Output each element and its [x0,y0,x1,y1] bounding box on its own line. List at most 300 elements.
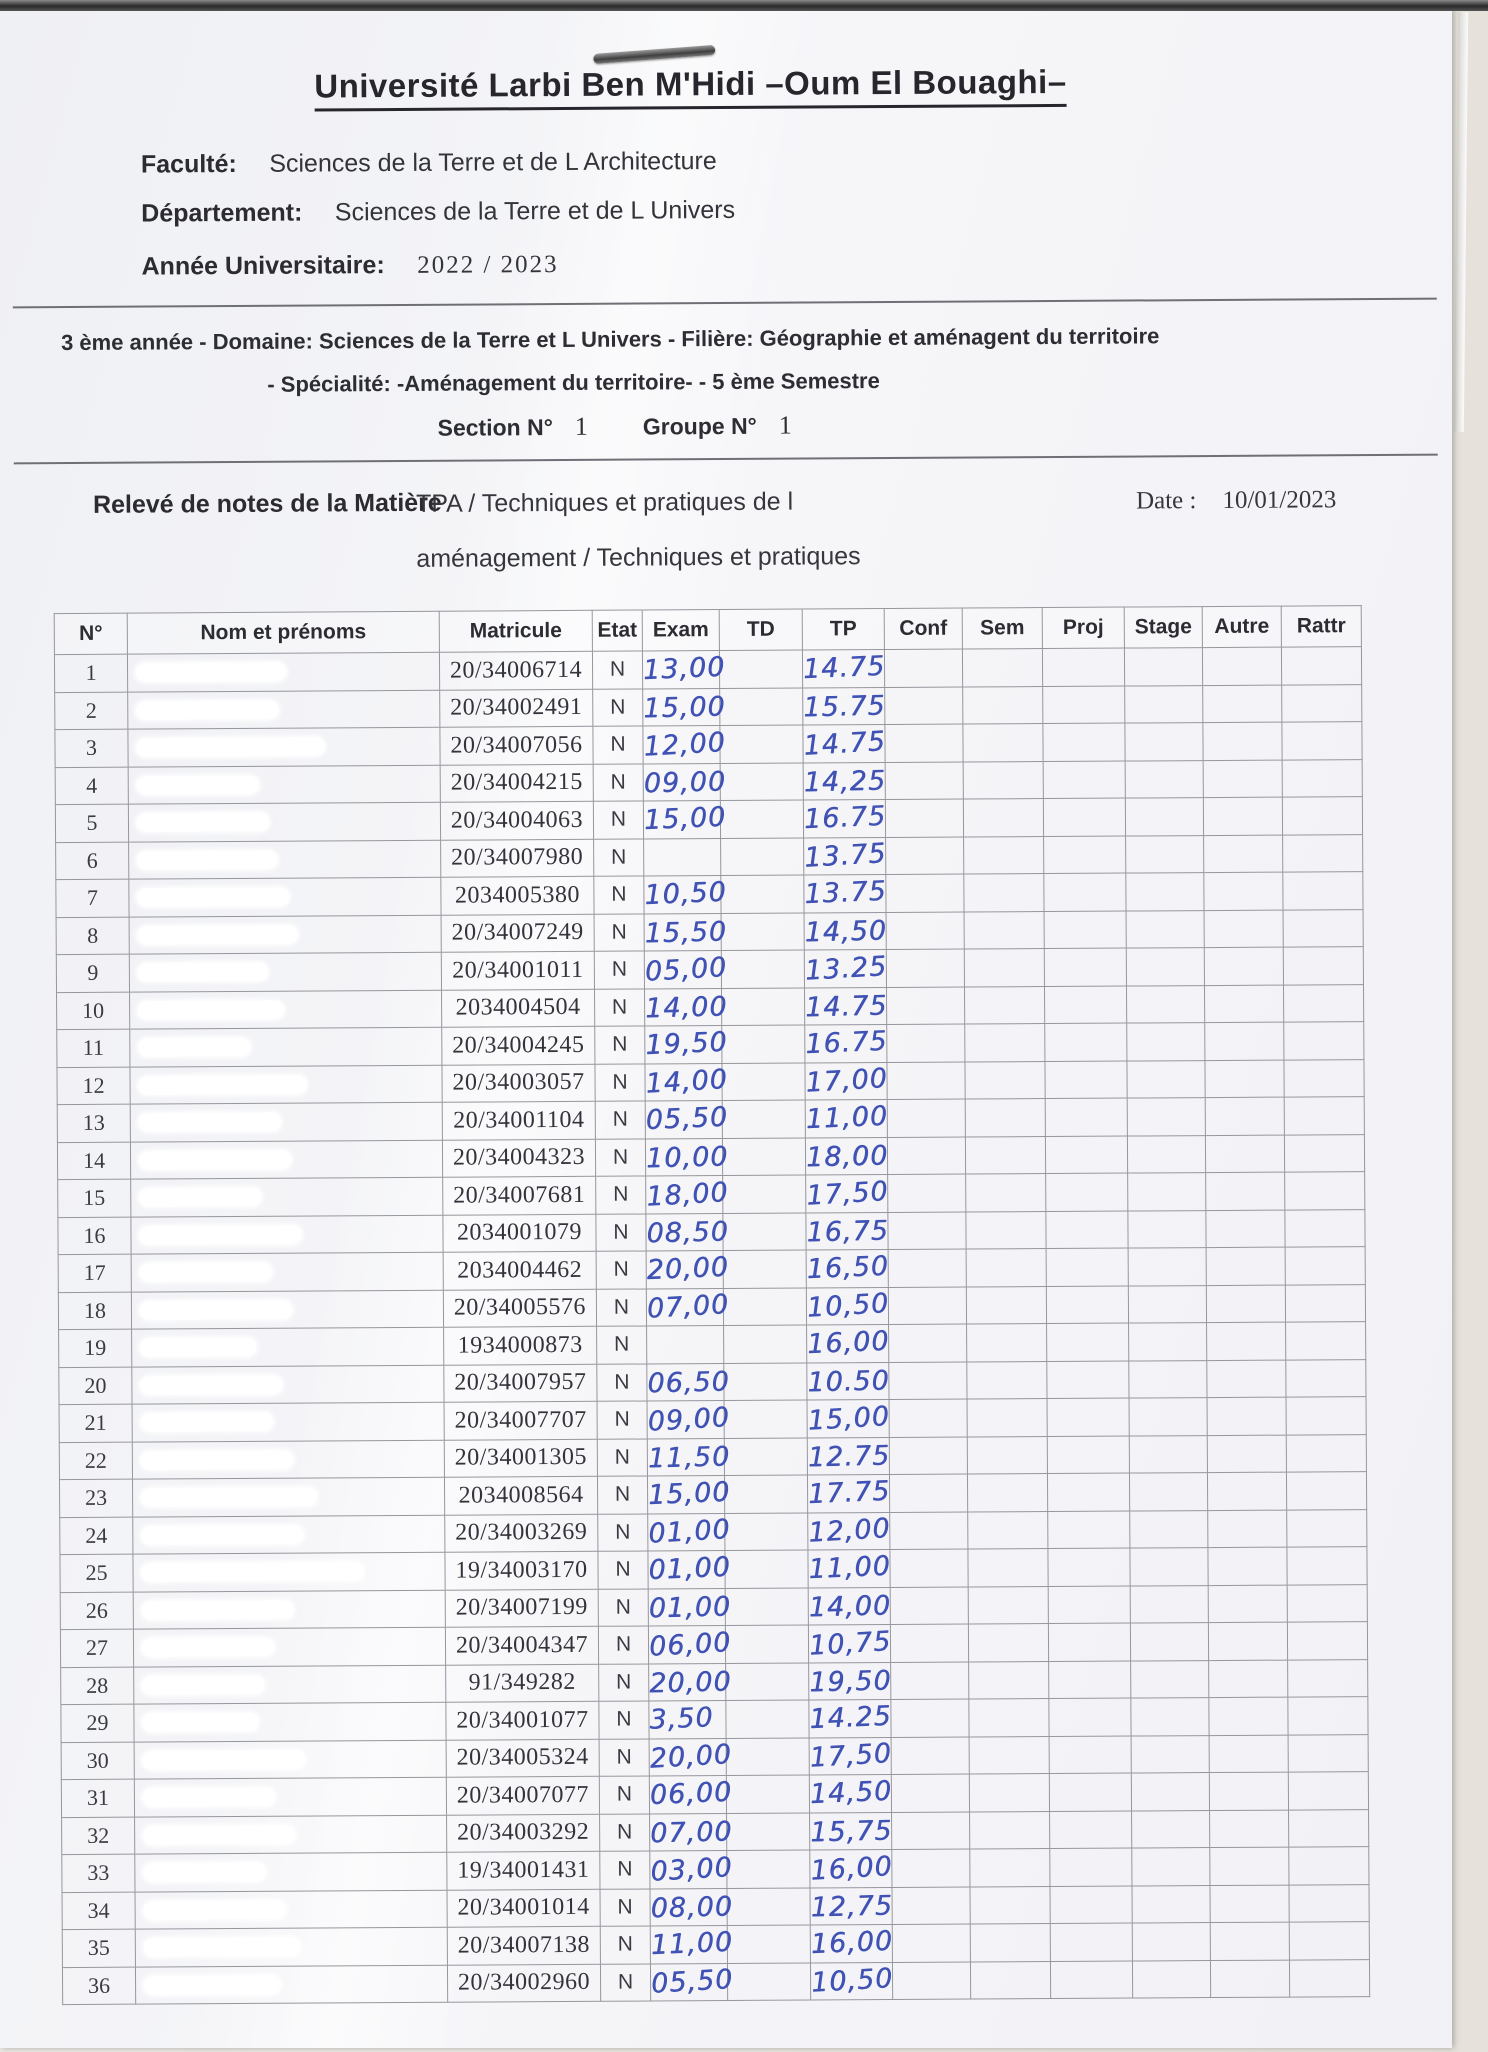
name-cell [134,1665,446,1704]
no-cell: 32 [62,1817,135,1855]
name-cell [132,1402,444,1441]
section-groupe-line [437,411,791,443]
etat-cell: N [597,1363,647,1401]
conf-cell [886,949,964,987]
redacted-name [142,1713,258,1732]
proj-cell [1043,761,1125,799]
autre-cell [1207,1472,1286,1510]
exam-grade-handwritten: 15,00 [647,1476,731,1511]
etat-cell: N [597,1438,647,1476]
td-cell [722,1100,805,1138]
tp-cell [804,912,886,950]
sem-cell [965,1099,1045,1137]
rattr-cell [1283,909,1363,947]
td-cell [721,913,804,951]
rattr-cell [1285,1172,1365,1210]
matricule-cell: 20/34001305 [444,1439,597,1477]
student-row [62,1959,1369,2004]
autre-cell [1208,1585,1287,1623]
sem-cell [970,1849,1050,1887]
matricule-cell: 20/34007249 [441,914,594,952]
td-cell [722,1138,805,1176]
rattr-cell [1289,1809,1369,1847]
autre-cell [1210,1922,1289,1960]
no-cell: 34 [62,1892,135,1930]
autre-cell [1204,947,1283,985]
proj-cell [1048,1511,1130,1549]
exam-grade-handwritten: 19,50 [644,1026,729,1061]
conf-cell [889,1437,967,1475]
proj-cell [1046,1248,1128,1286]
conf-cell [884,649,962,687]
scanned-page [0,9,1452,2048]
no-cell: 24 [60,1517,133,1555]
sem-cell [969,1699,1049,1737]
autre-cell [1207,1322,1286,1360]
stage-cell [1130,1510,1208,1548]
exam-grade-handwritten: 13,00 [642,651,726,686]
redacted-name [137,813,269,832]
col-header-rattr: Rattr [1281,606,1361,647]
conf-cell [889,1362,967,1400]
name-cell [129,952,441,991]
stage-cell [1127,1023,1205,1061]
sem-cell [968,1586,1048,1624]
rattr-cell [1284,1097,1364,1135]
no-cell: 21 [59,1404,132,1442]
redacted-name [141,1525,303,1544]
sem-cell [963,761,1043,799]
conf-cell [888,1249,966,1287]
redacted-name [137,888,289,907]
exam-cell [647,1476,731,1514]
tp-cell [803,762,885,800]
conf-cell [889,1399,967,1437]
grades-table [54,605,1370,2005]
conf-cell [889,1324,967,1362]
conf-cell [887,1024,965,1062]
stage-cell [1126,873,1204,911]
tp-grade-handwritten: 13.75 [803,838,888,874]
exam-grade-handwritten: 18,00 [645,1176,730,1213]
etat-cell: N [594,876,644,914]
redacted-name [139,1075,307,1094]
rattr-cell [1285,1209,1365,1247]
name-cell [129,915,441,954]
matricule-cell: 2034005380 [441,876,594,914]
sem-cell [967,1324,1047,1362]
stage-cell [1124,648,1202,686]
rattr-cell [1283,834,1363,872]
proj-cell [1045,1061,1127,1099]
redacted-name [140,1375,282,1394]
exam-grade-handwritten: 06,00 [649,1776,733,1811]
matricule-cell: 20/34004245 [442,1026,595,1064]
proj-cell [1049,1698,1131,1736]
tp-cell [807,1325,889,1363]
conf-cell [888,1287,966,1325]
name-cell [131,1177,443,1216]
col-header-td: TD [719,609,802,651]
no-cell: 23 [59,1479,132,1517]
td-cell [721,875,804,913]
sem-cell [964,874,1044,912]
sem-cell [966,1174,1046,1212]
stage-cell [1128,1210,1206,1248]
stage-cell [1132,1848,1210,1886]
exam-grade-handwritten: 07,00 [646,1289,731,1325]
tp-cell [806,1287,891,1325]
name-cell [128,727,440,766]
tp-grade-handwritten: 14.25 [808,1700,893,1735]
tp-grade-handwritten: 15,75 [809,1815,893,1849]
stage-cell [1132,1923,1210,1961]
redacted-name [138,963,268,982]
col-header-name: Nom et prénoms [127,611,439,654]
matricule-cell: 20/34001014 [447,1889,600,1927]
td-cell [719,650,802,688]
no-cell: 15 [58,1179,131,1217]
exam-grade-handwritten: 07,00 [649,1816,733,1850]
exam-grade-handwritten: 06,50 [647,1366,731,1400]
tp-cell [809,1775,891,1813]
tp-grade-handwritten: 16,00 [810,1925,894,1960]
td-cell [726,1775,809,1813]
matricule-cell: 20/34003269 [445,1514,598,1552]
autre-cell [1205,1097,1284,1135]
rattr-cell [1286,1434,1366,1472]
tp-cell [806,1175,888,1213]
stage-cell [1127,1098,1205,1136]
exam-grade-handwritten: 11,50 [647,1441,731,1475]
exam-cell [647,1513,732,1551]
exam-grade-handwritten: 01,00 [648,1591,732,1625]
rattr-cell [1288,1659,1368,1697]
proj-cell [1048,1586,1130,1624]
autre-cell [1205,1060,1284,1098]
redacted-name [142,1638,274,1657]
td-cell [726,1663,809,1701]
redacted-name [144,1938,300,1957]
section-value: 1 [574,411,588,441]
col-header-etat: Etat [592,610,642,651]
rattr-cell [1287,1547,1367,1585]
conf-cell [890,1549,968,1587]
td-cell [721,838,804,876]
matricule-cell: 20/34004063 [440,801,593,839]
exam-cell [645,1101,729,1139]
autre-cell [1208,1547,1287,1585]
proj-cell [1046,1173,1128,1211]
sem-cell [966,1249,1046,1287]
conf-cell [886,912,964,950]
conf-cell [892,1812,970,1850]
tp-cell [805,1100,887,1138]
rattr-cell [1282,797,1362,835]
second-sheet-edge [1454,12,1468,432]
departement-row [141,196,735,229]
tp-grade-handwritten: 16.75 [804,1025,889,1060]
matricule-cell: 20/34006714 [439,651,592,689]
tp-cell [810,1925,892,1963]
name-cell [134,1740,446,1779]
stage-cell [1125,760,1203,798]
proj-cell [1045,1023,1127,1061]
sem-cell [965,1136,1045,1174]
no-cell: 20 [59,1367,132,1405]
exam-grade-handwritten: 09,00 [643,766,727,800]
autre-cell [1207,1397,1286,1435]
rattr-cell [1286,1322,1366,1360]
exam-cell [642,651,726,689]
sem-cell [963,724,1043,762]
conf-cell [885,687,963,725]
tp-grade-handwritten: 10,50 [810,1963,895,1999]
etat-cell: N [595,1063,645,1101]
name-cell [135,1927,447,1966]
exam-cell [646,1251,730,1289]
exam-grade-handwritten: 05,50 [650,1964,735,2000]
sem-cell [964,836,1044,874]
faculte-label: Faculté: [140,149,237,179]
autre-cell [1204,835,1283,873]
tp-grade-handwritten: 14.75 [802,650,886,685]
proj-cell [1045,1136,1127,1174]
rattr-cell [1283,872,1363,910]
conf-cell [890,1512,968,1550]
redacted-name [136,700,278,719]
conf-cell [892,1887,970,1925]
stage-cell [1131,1773,1209,1811]
conf-cell [889,1474,967,1512]
proj-cell [1044,873,1126,911]
matricule-cell: 2034008564 [444,1476,597,1514]
col-header-proj: Proj [1042,607,1124,649]
sem-cell [970,1811,1050,1849]
tp-grade-handwritten: 19,50 [808,1665,892,1699]
rattr-cell [1285,1284,1365,1322]
tp-cell [802,650,884,688]
stage-cell [1130,1623,1208,1661]
name-cell [132,1440,444,1479]
etat-cell: N [595,1101,645,1139]
sem-cell [969,1661,1049,1699]
proj-cell [1043,798,1125,836]
proj-cell [1044,836,1126,874]
sem-cell [967,1399,1047,1437]
autre-cell [1206,1172,1285,1210]
rattr-cell [1288,1734,1368,1772]
rattr-cell [1287,1584,1367,1622]
stage-cell [1125,798,1203,836]
no-cell: 36 [62,1967,135,2005]
tp-cell [804,875,886,913]
td-cell [721,950,804,988]
stage-cell [1131,1660,1209,1698]
tp-cell [808,1587,890,1625]
etat-cell: N [600,1888,650,1926]
td-cell [727,1813,810,1851]
redacted-name [143,1825,295,1844]
exam-grade-handwritten: 01,00 [647,1514,732,1550]
tp-cell [810,1812,892,1850]
proj-cell [1043,723,1125,761]
name-cell [134,1777,446,1816]
exam-grade-handwritten: 08,00 [650,1891,734,1925]
autre-cell [1206,1247,1285,1285]
tp-cell [810,1850,892,1888]
td-cell [725,1625,808,1663]
stage-cell [1132,1810,1210,1848]
etat-cell: N [593,801,643,839]
autre-cell [1207,1360,1286,1398]
etat-cell: N [596,1288,646,1326]
tp-cell [809,1700,891,1738]
stage-cell [1129,1473,1207,1511]
tp-grade-handwritten: 12,75 [810,1890,894,1924]
tp-grade-handwritten: 16,00 [806,1325,891,1360]
td-cell [724,1363,807,1401]
name-cell [131,1252,443,1291]
departement-value: Sciences de la Terre et de L Univers [334,195,736,227]
col-header-matricule: Matricule [439,610,592,652]
conf-cell [891,1737,969,1775]
tp-grade-handwritten: 13.75 [803,875,888,910]
name-cell [135,1890,447,1929]
conf-cell [888,1212,966,1250]
name-cell [131,1290,443,1329]
exam-cell [649,1813,733,1851]
etat-cell: N [596,1213,646,1251]
exam-cell [642,688,726,726]
conf-cell [886,837,964,875]
exam-cell [650,1888,734,1926]
tp-grade-handwritten: 13.25 [804,950,889,987]
sem-cell [968,1624,1048,1662]
conf-cell [892,1924,970,1962]
col-header-tp: TP [802,609,884,651]
redacted-name [139,1150,291,1169]
tp-grade-handwritten: 16,00 [809,1850,894,1887]
redacted-name [139,1188,261,1207]
matricule-cell: 20/34002491 [440,689,593,727]
no-cell: 30 [61,1742,134,1780]
matricule-cell: 20/34004347 [445,1626,598,1664]
sem-cell [970,1886,1050,1924]
td-cell [724,1438,807,1476]
etat-cell: N [594,951,644,989]
redacted-name [138,925,298,944]
exam-cell [648,1738,733,1776]
autre-cell [1204,872,1283,910]
redacted-name [143,1750,305,1769]
exam-grade-handwritten: 15,50 [644,916,728,950]
exam-grade-handwritten: 10,50 [643,876,728,911]
divider-line-top [13,298,1437,309]
autre-cell [1209,1772,1288,1810]
matricule-cell: 20/34007199 [445,1589,598,1627]
exam-grade-handwritten: 08,50 [646,1216,730,1250]
exam-grade-handwritten: 14,00 [644,1064,729,1100]
etat-cell: N [595,1026,645,1064]
tp-cell [809,1662,891,1700]
matricule-cell: 20/34001104 [442,1101,595,1139]
name-cell [133,1590,445,1629]
etat-cell: N [598,1513,648,1551]
proj-cell [1049,1773,1131,1811]
rattr-cell [1286,1397,1366,1435]
tp-grade-handwritten: 14.75 [804,990,888,1024]
stage-cell [1132,1960,1210,1998]
tp-cell [809,1737,891,1775]
autre-cell [1205,1022,1284,1060]
sem-cell [964,949,1044,987]
tp-cell [807,1362,889,1400]
name-cell [129,877,441,916]
name-cell [135,1965,447,2004]
rattr-cell [1282,684,1362,722]
no-cell: 22 [59,1442,132,1480]
conf-cell [890,1624,968,1662]
groupe-value: 1 [778,410,792,440]
matricule-cell: 2034004504 [442,989,595,1027]
rattr-cell [1287,1622,1367,1660]
matricule-cell: 1934000873 [444,1326,597,1364]
td-cell [723,1250,806,1288]
redacted-name [141,1450,293,1469]
stage-cell [1125,723,1203,761]
tp-cell [808,1625,893,1663]
tp-cell [805,1137,887,1175]
autre-cell [1210,1885,1289,1923]
tp-cell [803,800,885,838]
td-cell [724,1400,807,1438]
exam-grade-handwritten: 20,00 [648,1739,733,1775]
exam-cell [650,1963,735,2001]
etat-cell: N [599,1701,649,1739]
col-header-sem: Sem [962,608,1042,649]
sem-cell [964,986,1044,1024]
rattr-cell [1284,1059,1364,1097]
stage-cell [1129,1323,1207,1361]
etat-cell: N [600,1851,650,1889]
sem-cell [970,1961,1050,1999]
autre-cell [1210,1847,1289,1885]
exam-cell [647,1438,731,1476]
proj-cell [1050,1811,1132,1849]
exam-cell [644,913,728,951]
no-cell: 11 [57,1029,130,1067]
stage-cell [1129,1360,1207,1398]
annee-value: 2022 / 2023 [417,251,559,279]
col-header-exam: Exam [642,610,719,651]
proj-cell [1048,1623,1130,1661]
tp-grade-handwritten: 15,00 [806,1400,891,1437]
tp-grade-handwritten: 16.75 [803,800,887,835]
redacted-name [137,776,259,795]
proj-cell [1044,911,1126,949]
no-cell: 7 [56,879,129,917]
td-cell [727,1888,810,1926]
tp-grade-handwritten: 14.75 [802,725,887,762]
etat-cell: N [595,989,645,1027]
exam-cell [649,1851,734,1889]
proj-cell [1050,1923,1132,1961]
name-cell [135,1852,447,1891]
conf-cell [886,987,964,1025]
td-cell [723,1213,806,1251]
etat-cell: N [596,1251,646,1289]
